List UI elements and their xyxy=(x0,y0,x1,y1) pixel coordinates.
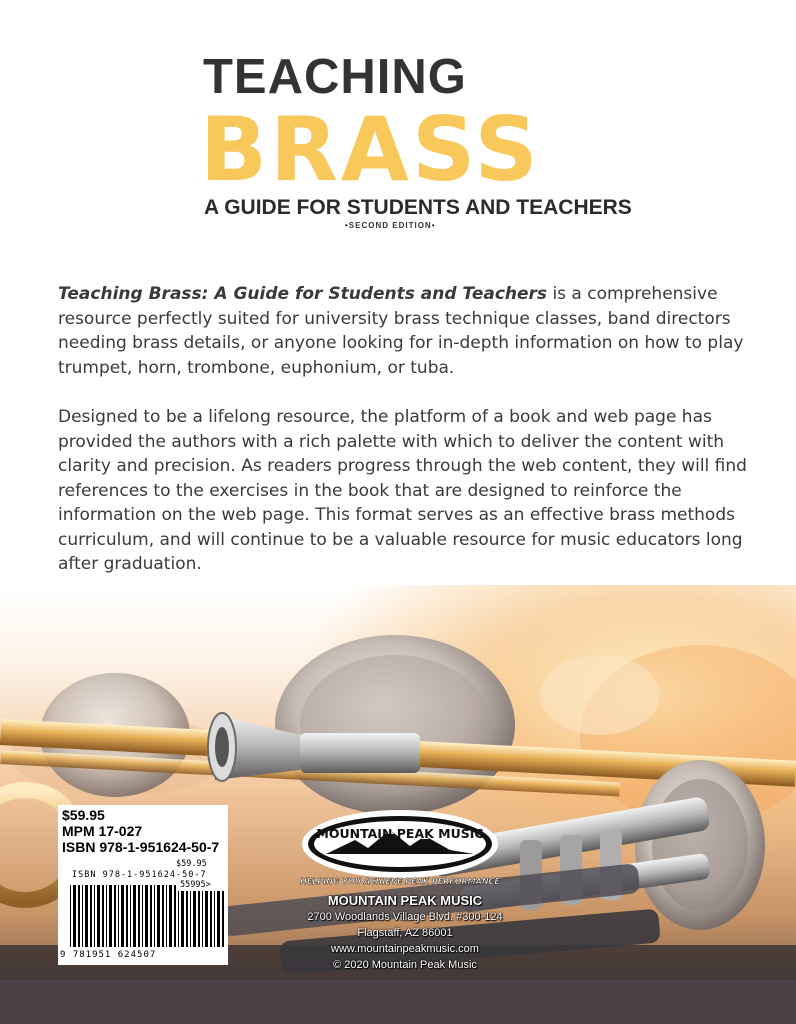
barcode-bar xyxy=(118,885,119,947)
barcode-bar xyxy=(138,885,140,947)
barcode-bar xyxy=(109,885,112,947)
barcode-bar xyxy=(145,885,148,947)
catalog-number: MPM 17-027 xyxy=(62,823,143,839)
barcode-bar xyxy=(97,885,100,947)
barcode-bar xyxy=(202,891,203,947)
barcode-bar xyxy=(121,885,124,947)
barcode-bar xyxy=(193,891,196,947)
barcode-bar xyxy=(106,885,107,947)
publisher-name: MOUNTAIN PEAK MUSIC xyxy=(327,893,483,908)
barcode-bar xyxy=(73,885,76,947)
logo-tagline: HELPING YOU ACHIEVE PEAK PERFORMANCE xyxy=(300,877,500,886)
barcode-bar xyxy=(166,885,167,947)
edition-label: •SECOND EDITION• xyxy=(345,221,436,230)
mountain-peak-music-logo xyxy=(300,808,500,888)
publisher-address-line-1: 2700 Woodlands Village Blvd. #300-124 xyxy=(307,911,503,923)
price-label: $59.95 xyxy=(62,807,105,823)
barcode-bar xyxy=(70,885,71,947)
title-line-brass: BRASS xyxy=(200,98,541,201)
barcode-bar xyxy=(198,891,200,947)
barcode-bar xyxy=(133,885,136,947)
barcode-bar xyxy=(190,891,191,947)
description-book-title: Teaching Brass: A Guide for Students and Teachers xyxy=(58,284,548,304)
isbn-small: ISBN 978-1-951624-50-7 xyxy=(72,870,207,880)
logo-text: MOUNTAIN PEAK MUSIC xyxy=(316,826,484,841)
addon-barcode xyxy=(178,891,224,947)
barcode-bar xyxy=(178,891,179,947)
barcode-bar xyxy=(142,885,143,947)
barcode-bar xyxy=(94,885,95,947)
barcode-digits: 9 781951 624507 xyxy=(60,950,157,960)
addon-price: $59.95 xyxy=(176,859,207,869)
publisher-website[interactable]: www.mountainpeakmusic.com xyxy=(331,943,479,955)
price-barcode-box xyxy=(58,805,228,965)
barcode-bar xyxy=(162,885,164,947)
barcode-bar xyxy=(181,891,184,947)
copyright-notice: © 2020 Mountain Peak Music xyxy=(333,959,477,971)
barcode-bar xyxy=(90,885,92,947)
barcode-bar xyxy=(222,891,224,947)
book-subtitle: A GUIDE FOR STUDENTS AND TEACHERS xyxy=(204,196,632,219)
barcode-bar xyxy=(78,885,80,947)
barcode-bar xyxy=(214,891,215,947)
barcode-bar xyxy=(174,885,176,947)
isbn-label: ISBN 978-1-951624-50-7 xyxy=(62,839,220,855)
title-line-teaching: TEACHING xyxy=(203,50,467,104)
description-paragraph-1 xyxy=(58,282,748,380)
barcode-bar xyxy=(186,891,188,947)
barcode-bar xyxy=(114,885,116,947)
barcode-bar xyxy=(82,885,83,947)
barcode-bar xyxy=(157,885,160,947)
barcode-bar xyxy=(154,885,155,947)
barcode-bar xyxy=(130,885,131,947)
addon-code: 55995> xyxy=(180,880,211,890)
description-paragraph-2: Designed to be a lifelong resource, the platform of a book and web page has provided the authors with a rich palette with which to deliver the content with clarity and precision. As readers progress through the web content, they will find references to the exercises in the book that are designed to reinforce the information on the web page. This format serves as an effective brass methods curriculum, and will continue to be a valuable resource for music educators long after graduation. xyxy=(58,407,747,574)
barcode-bar xyxy=(217,891,220,947)
barcode-bar xyxy=(169,885,172,947)
barcode-bar xyxy=(205,891,208,947)
barcode-bar xyxy=(85,885,88,947)
barcode-bar xyxy=(102,885,104,947)
barcode-bar xyxy=(126,885,128,947)
barcode-bar xyxy=(150,885,152,947)
publisher-address-line-2: Flagstaff, AZ 86001 xyxy=(357,927,453,939)
barcode-bar xyxy=(210,891,212,947)
isbn-barcode xyxy=(70,885,176,947)
description-paragraph-1-text: is a comprehensive resource perfectly suited for university brass technique classes, band directors needing brass details, or anyone looking for in-depth information on how to play trumpet, horn, trombone, euphonium, or tuba. xyxy=(58,284,744,378)
